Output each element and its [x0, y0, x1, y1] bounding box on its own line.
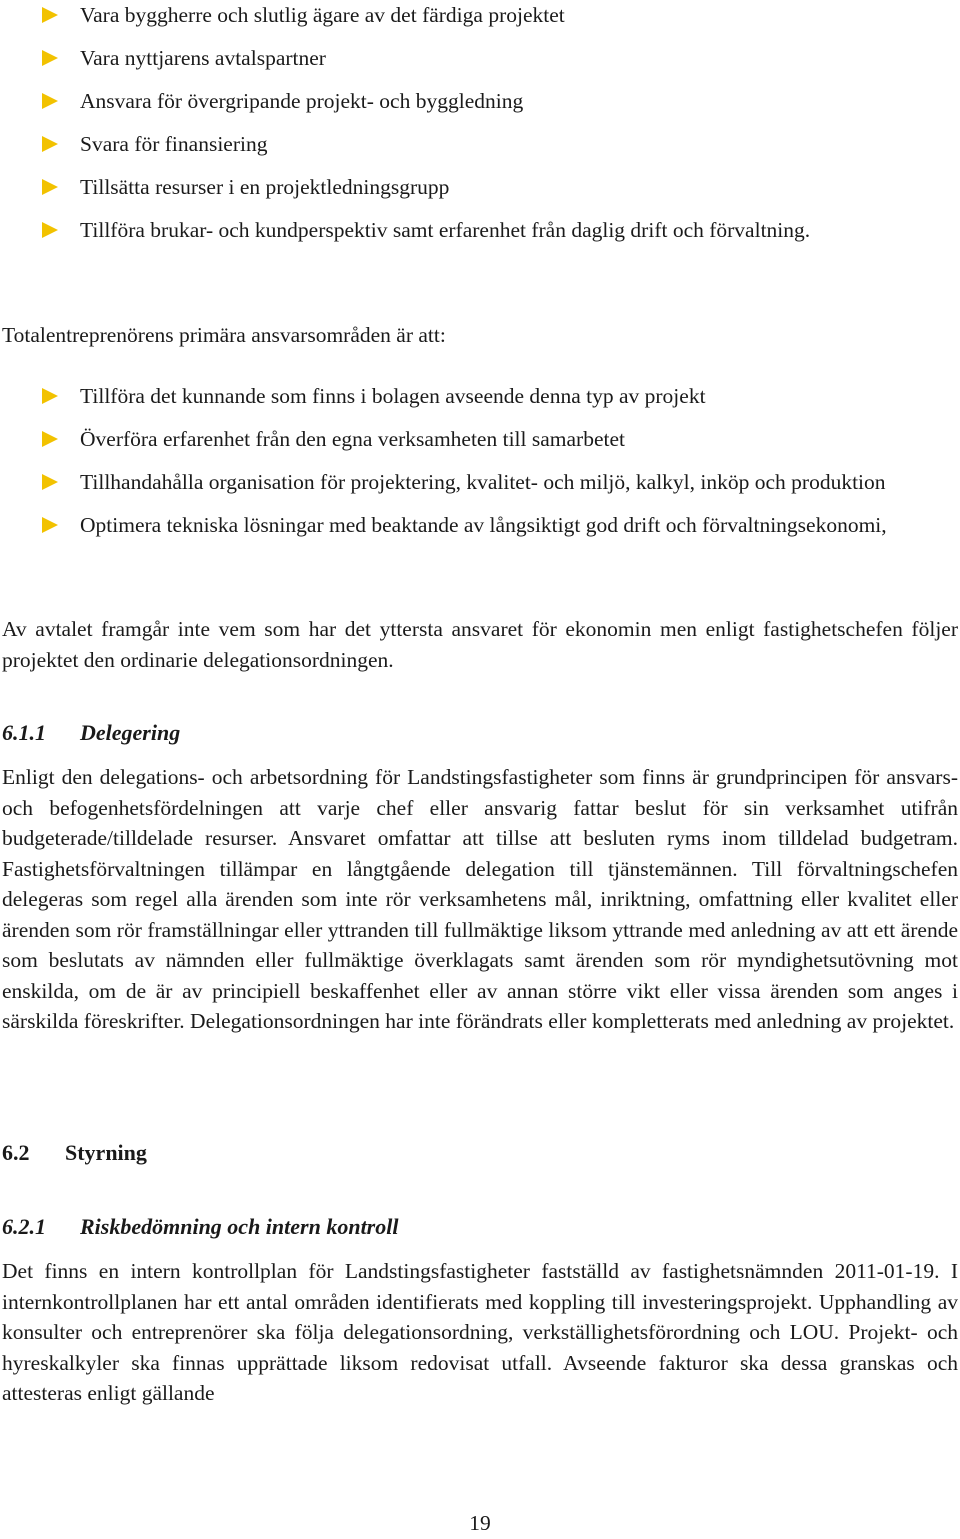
triangle-bullet-icon: [42, 50, 58, 66]
section-title: Delegering: [80, 720, 181, 745]
list-item-text: Optimera tekniska lösningar med beaktande av långsiktigt god drift och förvaltningsekonomi,: [80, 513, 887, 537]
list-item: [0, 172, 960, 203]
list-item-text: Överföra erfarenhet från den egna verksamheten till samarbetet: [80, 427, 625, 451]
list-item-text: Tillsätta resurser i en projektledningsgrupp: [80, 175, 450, 199]
page-number: 19: [469, 1511, 491, 1535]
triangle-bullet-icon: [42, 474, 58, 490]
list-item: [0, 215, 960, 246]
list-item-text: Vara nyttjarens avtalspartner: [80, 46, 326, 70]
list-item: [0, 424, 960, 455]
triangle-bullet-icon: [42, 222, 58, 238]
triangle-bullet-icon: [42, 517, 58, 533]
section-heading-6-2-1: [2, 1212, 398, 1243]
section-title: Riskbedömning och intern kontroll: [80, 1214, 399, 1239]
triangle-bullet-icon: [42, 93, 58, 109]
list-item-text: Svara för finansiering: [80, 132, 268, 156]
list-item: [0, 381, 960, 412]
list-item: [0, 510, 960, 541]
triangle-bullet-icon: [42, 136, 58, 152]
list-item-text: Vara byggherre och slutlig ägare av det färdiga projektet: [80, 3, 565, 27]
internal-control-paragraph: Det finns en intern kontrollplan för Landstingsfastigheter fastställd av fastighetsnämnden 2011-01-19. I internkontrollplanen har ett antal områden identifierats med koppling till investeringsprojekt. Upphandling av konsulter och entreprenörer ska följa delegationsordning, verkställighetsförordning och LOU. Projekt- och hyreskalkyler ska finnas upprättade liksom redovisat utfall. Avseende fakturor ska dessa granskas och attesteras enligt gällande: [2, 1259, 958, 1405]
section-heading-6-2: [2, 1138, 147, 1169]
agreement-paragraph: Av avtalet framgår inte vem som har det yttersta ansvaret för ekonomin men enligt fastighetschefen följer projektet den ordinarie delegationsordningen.: [2, 617, 958, 672]
list-item: [0, 129, 960, 160]
section-number: 6.1.1: [2, 720, 46, 745]
list-item-text: Tillföra brukar- och kundperspektiv samt erfarenhet från daglig drift och förvaltning.: [80, 218, 811, 242]
list-item-text: Tillhandahålla organisation för projektering, kvalitet- och miljö, kalkyl, inköp och produktion: [80, 470, 886, 494]
triangle-bullet-icon: [42, 388, 58, 404]
contractor-intro: Totalentreprenörens primära ansvarsområden är att:: [2, 323, 446, 347]
section-heading-6-1-1: [2, 718, 180, 749]
list-item: [0, 0, 960, 31]
list-item: [0, 86, 960, 117]
section-number: 6.2: [2, 1140, 30, 1165]
list-item-text: Tillföra det kunnande som finns i bolagen avseende denna typ av projekt: [80, 384, 706, 408]
list-item: [0, 467, 960, 498]
list-item-text: Ansvara för övergripande projekt- och byggledning: [80, 89, 524, 113]
list-item: [0, 43, 960, 74]
owner-responsibilities-list: [0, 0, 960, 258]
section-title: Styrning: [65, 1140, 147, 1165]
section-number: 6.2.1: [2, 1214, 46, 1239]
delegation-paragraph: Enligt den delegations- och arbetsordning för Landstingsfastigheter som finns är grundprincipen för ansvars- och befogenhetsfördelningen att varje chef eller ansvarig fattar beslut för sin verksamhet utifrån budgeterade/tilldelade resurser. Ansvaret omfattar att tillse att besluten ryms inom tilldelad budgetram. Fastighetsförvaltningen tillämpar en långtgående delegation till tjänstemännen. Till förvaltningschefen delegeras som regel alla ärenden som inte rör verksamhetens mål, inriktning, omfattning eller kvalitet eller ärenden som rör framställningar eller yttranden till fullmäktige liksom yttrande med anledning av att ett ärende som beslutats av nämnden eller fullmäktige överklagats samt ärenden som rör myndighetsutövning mot enskilda, om de är av principiell beskaffenhet eller av annan större vikt eller vissa ärenden som anges i särskilda föreskrifter. Delegationsordningen har inte förändrats eller kompletterats med anledning av projektet.: [2, 765, 958, 1033]
triangle-bullet-icon: [42, 179, 58, 195]
triangle-bullet-icon: [42, 7, 58, 23]
triangle-bullet-icon: [42, 431, 58, 447]
contractor-responsibilities-list: [0, 381, 960, 553]
